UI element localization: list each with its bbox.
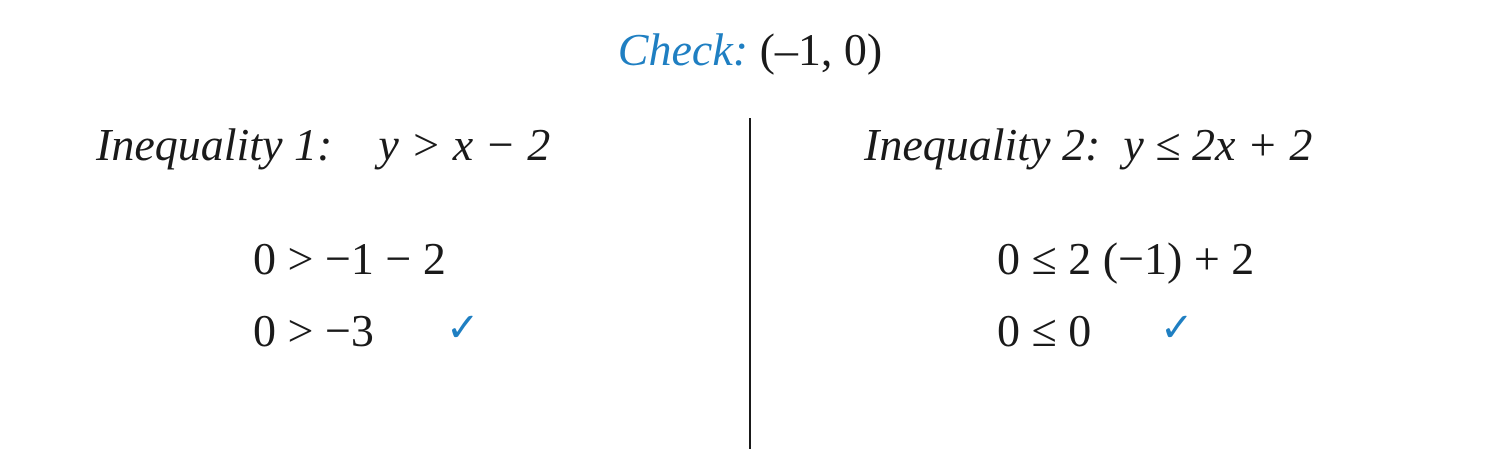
inequality-1-step-2: 0 > −3 xyxy=(253,305,374,356)
inequality-2-expression: y ≤ 2x + 2 xyxy=(1123,119,1313,170)
inequality-2-step-2: 0 ≤ 0 xyxy=(997,305,1092,356)
inequality-2-heading xyxy=(864,117,1312,173)
inequality-1-heading xyxy=(96,117,550,173)
check-point: (–1, 0) xyxy=(759,24,883,75)
check-mark-icon: ✓ xyxy=(1160,305,1194,351)
check-title xyxy=(0,22,1500,78)
inequality-2-step-1: 0 ≤ 2 (−1) + 2 xyxy=(997,233,1255,284)
inequality-1-label: Inequality 1: xyxy=(96,119,333,170)
check-mark-icon: ✓ xyxy=(446,305,480,351)
inequality-1-expression: y > x − 2 xyxy=(378,119,551,170)
column-divider xyxy=(749,118,751,449)
inequality-2-label: Inequality 2: xyxy=(864,119,1101,170)
check-label: Check: xyxy=(617,24,749,75)
inequality-1-step-1: 0 > −1 − 2 xyxy=(253,233,446,284)
